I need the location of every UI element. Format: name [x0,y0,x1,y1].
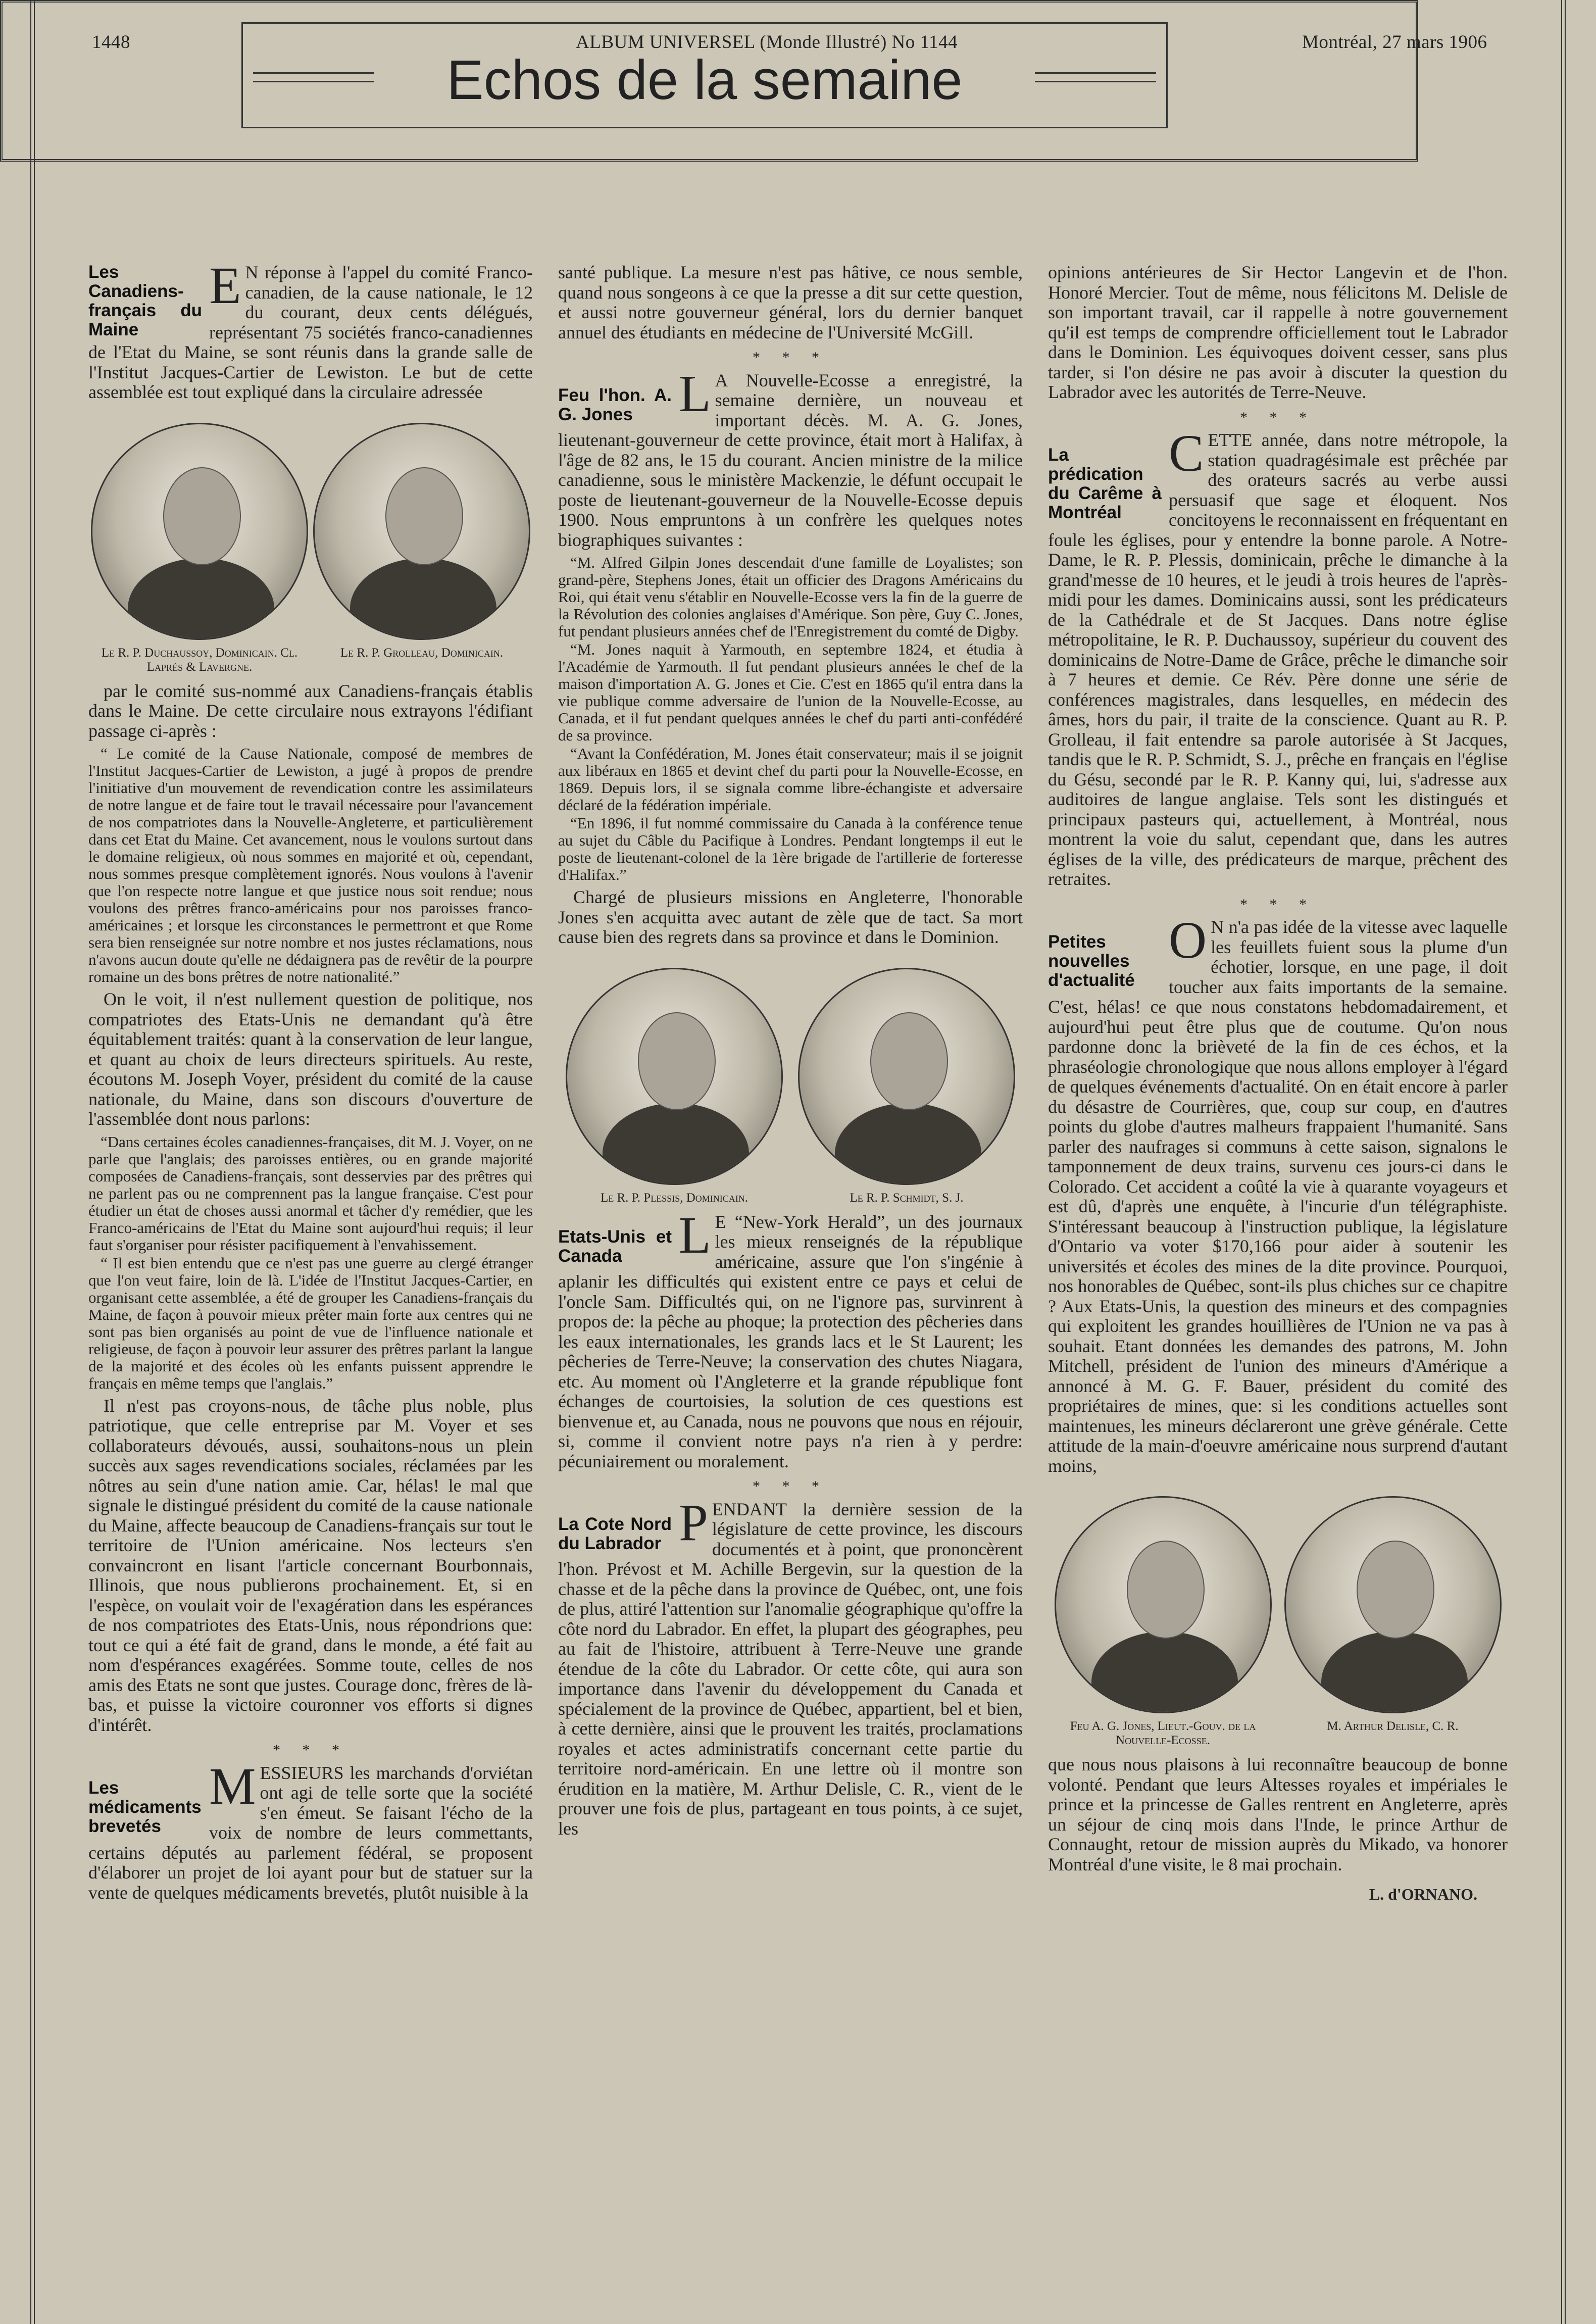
side-heading-petites-nouvelles: Petites nouvelles d'actualité [1048,932,1135,990]
paragraph: opinions antérieures de Sir Hector Langevin et de l'hon. Honoré Mercier. Tout de même, nous félicitons M. Delisle de son important travail, car il rappelle à notre gouvernement qu'il est temps de comprendre officiellement tout le Labrador dans le Dominion. Les équivoques doivent cesser, sans plus tarder, si l'on désire ne pas avoir à discuter la question du Labrador avec les autorités de Terre-Neuve. [1048,262,1508,402]
paragraph: ENDANT la dernière session de la législature de cette province, les discours documentés et à point, que prononcèrent l'hon. Prévost et M. Achille Bergevin, sur la question de la chasse et de la pêche dans la province de Québec, ont, une fois de plus, attiré l'attention sur l'anomalie géographique qu'offre la côte nord du Labrador. En effet, la plupart des géographes, peu au fait de l'histoire, attribuent à Terre-Neuve une grande étendue de la côte du Labrador. Or cette côte, qui aura son importance dans l'avenir du développement du Canada et spécialement de la province de Québec, appartient, bel et bien, à cette dernière, ainsi que le prouvent les traités, proclamations royales et actes administratifs concernant cette partie du territoire nord-américain. En une lettre où il montre son érudition en la matière, M. Arthur Delisle, C. R., vient de le prouver une fois de plus, partageant en tous points, à ce sujet, les [558,1499,1023,1839]
frame-divider-right [1561,0,1566,2324]
paragraph: que nous nous plaisons à lui reconnaître beaucoup de bonne volonté. Pendant que leurs Altesses royales et impériales le prince et la princesse de Galles rentrent en Angleterre, après un séjour de cinq mois dans l'Inde, le prince Arthur de Connaught, retour de mission auprès du Mikado, va honorer Montréal d'une visite, le 8 mai prochain. [1048,1754,1508,1874]
paragraph: ETTE année, dans notre métropole, la station quadragésimale est prêchée par des orateurs sacrés au verbe aussi persuasif que sage et éloquent. Nos concitoyens le reconnaissent en fréquentant en foule les églises, pour y entendre la bonne parole. A Notre-Dame, le R. P. Plessis, dominicain, prêche le dimanche à la grand'messe de 10 heures, et le jeudi à trois heures de l'après-midi pour les dames. Dominicains aussi, sont les prédicateurs de la Cathédrale et de St Jacques. Dans notre église métropolitaine, le R. P. Duchaussoy, supérieur du couvent des dominicains de Notre-Dame de Grâce, prêche le dimanche soir à 7 heures et demie. Ce Rév. Père donne une série de conférences magistrales, dans lesquelles, en médecin des âmes, hors du pair, il traite de la conscience. Quant au R. P. Grolleau, il fait entendre sa parole autorisée à St Jacques, tandis que le R. P. Schmidt, S. J., prêche en français en l'église du Gésu, secondé par le R. P. Kanny qui, lui, s'adresse aux auditoires de langue anglaise. Tels sont les distingués et principaux pasteurs qui, actuellement, à Montréal, nous montrent la voie du salut, cependant que, dans les autres églises de la ville, des prédicateurs de marque, prêchent des retraites. [1048,430,1508,889]
side-heading-careme: La prédication du Carême à Montréal [1048,445,1162,522]
drop-cap: L [679,1206,711,1264]
paragraph: On le voit, il n'est nullement question de politique, nos compatriotes des Etats-Unis ne demandant qu'à être équitablement traités: quant à la conservation de leur langue, et quant au choix de leurs directeurs spirituels. Au reste, écoutons M. Joseph Voyer, président du comité de la cause nationale, du Maine, dans son discours d'ouverture de l'assemblée dont nous parlons: [88,989,533,1129]
portrait-duchaussoy [88,423,311,674]
portrait-caption: Le R. P. Schmidt, S. J. [850,1191,964,1205]
drop-cap: M [209,1757,256,1815]
portrait-jones [1052,1496,1274,1748]
quote: “En 1896, il fut nommé commissaire du Canada à la conférence tenue au sujet du Câble du Pacifique à Londres. Pendant longtemps il eut le poste de lieutenant-colonel de la 1ère brigade de l'artillerie de forteresse d'Halifax.” [558,814,1023,883]
quote: “M. Alfred Gilpin Jones descendait d'une famille de Loyalistes; son grand-père, Stephens Jones, était un officier des Dragons Américains du Roi, qui était venu s'établir en Nouvelle-Ecosse vers la fin de la guerre de la Révolution des colonies anglaises d'Amérique. Son père, Guy C. Jones, fut pendant plusieurs années chef de l'Enregistrement du comté de Digby. [558,554,1023,640]
portrait-image [566,968,783,1185]
side-heading-jones: Feu l'hon. A. G. Jones [558,385,672,424]
drop-cap: P [679,1493,708,1552]
paragraph: N réponse à l'appel du comité Franco-canadien, de la cause nationale, le 12 du courant, deux cents délégués, représentant 75 sociétés franco-canadiennes de l'Etat du Maine, se sont réunis dans la grande salle de l'Institut Jacques-Cartier de Lewiston. Le but de cette assemblée est tout expliqué dans la circulaire adressée [88,262,533,402]
portrait-row [1048,1496,1508,1748]
portrait-row [88,423,533,674]
portrait-image [1284,1496,1502,1713]
drop-cap: E [209,257,241,315]
paragraph: Il n'est pas croyons-nous, de tâche plus noble, plus patriotique, que celle entreprise par M. Voyer et ses collaborateurs dévoués, aussi, souhaitons-nous un plein succès aux sages revendications sociales, réclamées par les nôtres au sein d'une nation amie. Car, hélas! le mal que signale le distingué président du comité de la cause nationale du Maine, affecte beaucoup de Canadiens-français sur tout le territoire de l'Union américaine. Nos lecteurs s'en convaincront en lisant l'article concernant Bourbonnais, Illinois, que nous publierons prochainement. Et, si en l'espèce, on voulait voir de l'exagération dans les espérances de nos compatriotes des Etats-Unis, nous répondrions que: tout ce qui a été fait de grand, dans le monde, a été fait au nom d'espérances exagérées. Somme toute, celles de nos amis des Etats ne sont que justes. Courage donc, frères de là-bas, et puisse la victoire couronner vos efforts si dignes d'intérêt. [88,1395,533,1735]
drop-cap: L [679,364,711,423]
paragraph: par le comité sus-nommé aux Canadiens-français établis dans le Maine. De cette circulaire nous extrayons l'édifiant passage ci-après : [88,680,533,741]
portrait-image [798,968,1015,1185]
drop-cap: O [1169,911,1207,969]
paragraph: A Nouvelle-Ecosse a enregistré, la semaine dernière, un nouveau et important décès. M. A. G. Jones, lieutenant-gouverneur de cette province, était mort à Halifax, à l'âge de 82 ans, le 15 du courant. Ancien ministre de la milice canadienne, sous le ministère Mackenzie, le défunt occupait le poste de lieutenant-gouverneur de la Nouvelle-Ecosse depuis 1900. Nous empruntons à un confrère les quelques notes biographiques suivantes : [558,370,1023,550]
paragraph: Chargé de plusieurs missions en Angleterre, l'honorable Jones s'en acquitta avec autant de zèle que de tact. Sa mort cause bien des regrets dans sa province et dans le Dominion. [558,887,1023,947]
quote: “Avant la Confédération, M. Jones était conservateur; mais il se joignit aux libéraux en 1865 et devint chef du parti pour la Nouvelle-Ecosse, en 1869. Depuis lors, il se signala comme libre-échangiste et adversaire déclaré de la fédération impériale. [558,745,1023,814]
paragraph: E “New-York Herald”, un des journaux les mieux renseignés de la république américaine, assure que l'on s'ingénie à aplanir les difficultés qui existent entre ce pays et celui de l'oncle Sam. Difficultés qui, on ne l'ignore pas, survinrent à propos de: la pêche au phoque; la protection des pêcheries dans les eaux internationales, les grands lacs et le St Laurent; les pêcheries de Terre-Neuve; la conservation des chutes Niagara, etc. Au moment où l'Angleterre et la grande république font échanges de courtoisies, la solution de ces questions est bienvenue et, au Canada, nous ne pouvons que nous en réjouir, si, comme il convient notre pays n'a rien à y perdre: pécuniairement ou moralement. [558,1211,1023,1471]
frame-divider-left [30,0,35,2324]
paragraph: santé publique. La mesure n'est pas hâtive, ce nous semble, quand nous songeons à ce que la presse a dit sur cette question, et aussi notre gouverneur général, lors du dernier banquet annuel des étudiants en médecine de l'Université McGill. [558,262,1023,342]
portrait-schmidt [795,968,1018,1205]
column-2 [558,263,1023,1839]
drop-cap: C [1169,424,1204,482]
section-separator: * * * [273,1742,348,1758]
portrait-image [91,423,308,640]
portrait-caption: Le R. P. Grolleau, Dominicain. [340,646,504,660]
quote: “ Il est bien entendu que ce n'est pas une guerre au clergé étranger que l'on veut faire, loin de là. L'idée de l'Institut Jacques-Cartier, en organisant cette assemblée, a été de grouper les Canadiens-français du Maine, de façon à pouvoir mieux prêter main forte aux centres qui ne sont pas bien organisés au point de vue de l'influence nationale et religieuse, de façon à pouvoir leur assurer des prêtres parlant la langue de la majorité et des écoles où les enfants puissent apprendre le français en même temps que l'anglais.” [88,1254,533,1392]
portrait-plessis [563,968,785,1205]
title-frame [0,0,1418,162]
title-box [241,22,1168,128]
quote: “Dans certaines écoles canadiennes-françaises, dit M. J. Voyer, on ne parle que l'anglais; des paroisses entières, ou en grande majorité composées de Canadiens-français, sont desservies par des prêtres qui ne parlent pas ou ne comprennent pas la langue française. C'est pour étudier un état de choses aussi anormal et tâcher d'y remédier, que les Franco-américains de l'Etat du Maine sont aujourd'hui requis; il leur faut s'organiser pour résister pacifiquement à l'envahissement. [88,1132,533,1254]
portrait-row [558,968,1023,1205]
side-heading-etats-unis: Etats-Unis et Canada [558,1226,672,1266]
portrait-image [1055,1496,1272,1713]
page-title: Echos de la semaine [446,49,963,111]
section-separator: * * * [753,349,828,366]
quote: “M. Jones naquit à Yarmouth, en septembre 1824, et étudia à l'Académie de Yarmouth. Il fut pendant plusieurs années le chef de la maison d'importation A. G. Jones et Cie. C'est en 1865 qu'il entra dans la vie publique comme adversaire de l'union de la Nouvelle-Ecosse, au Canada, et il fut pendant quelques années le chef du parti anti-confédéré de sa province. [558,640,1023,744]
section-separator: * * * [1240,896,1316,913]
side-heading-canadiens-maine: Les Canadiens-français du Maine [88,262,202,339]
portrait-image [313,423,530,640]
paragraph: N n'a pas idée de la vitesse avec laquelle les feuillets fuient sous la plume d'un échotier, lorsque, en une page, il doit toucher aux faits importants de la semaine. C'est, hélas! ce que nous constatons hebdomadairement, et aujourd'hui peut être plus que de coutume. Qu'on nous pardonne donc la brièveté de la fin de ces échos, et la phraséologie chronologique que nous allons employer à l'égard de quelques événements d'actualité. On en était encore à parler du désastre de Courrières, que, coup sur coup, en d'autres points du globe d'autres malheurs frappaient l'humanité. Sans parler des naufrages si communs à cette saison, signalons le tamponnement de deux trains, survenu ces jours-ci dans le Colorado. Cet accident a coûté la vie à quarante voyageurs et est dû, d'après une enquête, à l'incurie d'un télégraphiste. S'intéressant beaucoup à l'instruction publique, la législature d'Ontario va voter $170,166 pour aider à soutenir les universités et écoles des mines de la dite province. Pourquoi, nos honorables de Québec, sont-ils plus chiches sur ce chapitre ? Aux Etats-Unis, la question des mineurs et des compagnies qui exploitent les grandes houillières de l'Union ne va pas à souhait. Etant données les demandes des patrons, M. John Mitchell, président de l'union des mineurs d'Amérique a annoncé à M. G. F. Bauer, président du comité des propriétaires de mines, que: si les conditions actuelles sont maintenues, les mineurs déclareront une grève générale. Cette attitude de la main-d'oeuvre américaine nous surprend d'autant moins, [1048,917,1508,1476]
column-3 [1048,263,1508,1905]
journal-title: ALBUM UNIVERSEL (Monde Illustré) No 1144 [576,32,958,53]
issue-date: Montréal, 27 mars 1906 [1302,32,1487,53]
portrait-caption: Le R. P. Plessis, Dominicain. [600,1191,749,1205]
portrait-grolleau [311,423,533,674]
portrait-caption: M. Arthur Delisle, C. R. [1327,1719,1459,1733]
portrait-caption: Feu A. G. Jones, Lieut.-Gouv. de la Nouvelle-Ecosse. [1070,1719,1256,1747]
portrait-delisle [1282,1496,1504,1748]
author-signature: L. d'ORNANO. [1369,1885,1477,1903]
side-heading-labrador: La Cote Nord du Labrador [558,1514,672,1553]
page-number: 1448 [92,32,130,53]
side-heading-medicaments: Les médicaments brevetés [88,1777,202,1836]
column-1 [88,257,533,1903]
quote: “ Le comité de la Cause Nationale, composé de membres de l'Institut Jacques-Cartier de Lewiston, a jugé à propos de prendre l'initiative d'un mouvement de revendication contre les assimilateurs de notre langue et de faire tout le travail nécessaire pour l'avancement de nos compatriotes dans la Nouvelle-Angleterre, et particulièrement dans cet Etat du Maine. Cet avancement, nous le voulons surtout dans le domaine religieux, où nous sommes en majorité et où, cependant, nous sommes presque complètement ignorés. Nous voulons à l'avenir que l'on respecte notre langue et que justice nous soit rendue; nous voulons des prêtres franco-américains pour nos paroisses franco-américaines ; et lorsque les circonstances le permettront et que Rome sera bien renseignée sur notre nombre et nos justes réclamations, nous n'avons aucun doute qu'elle ne dédaignera pas de revêtir de la pourpre romaine un des bons prêtres de notre nationalité.” [88,745,533,985]
portrait-caption: Le R. P. Duchaussoy, Dominicain. Cl. Laprés & Lavergne. [101,646,298,674]
section-separator: * * * [753,1478,828,1495]
paragraph: ESSIEURS les marchands d'orviétan ont agi de telle sorte que la société s'en émeut. Se faisant l'écho de la voix de nombre de leurs commettants, certains députés au parlement fédéral, se proposent d'élaborer un projet de loi ayant pour but de statuer sur la vente de quelques médicaments brevetés, plutôt nuisible à la [88,1762,533,1903]
section-separator: * * * [1240,409,1316,426]
